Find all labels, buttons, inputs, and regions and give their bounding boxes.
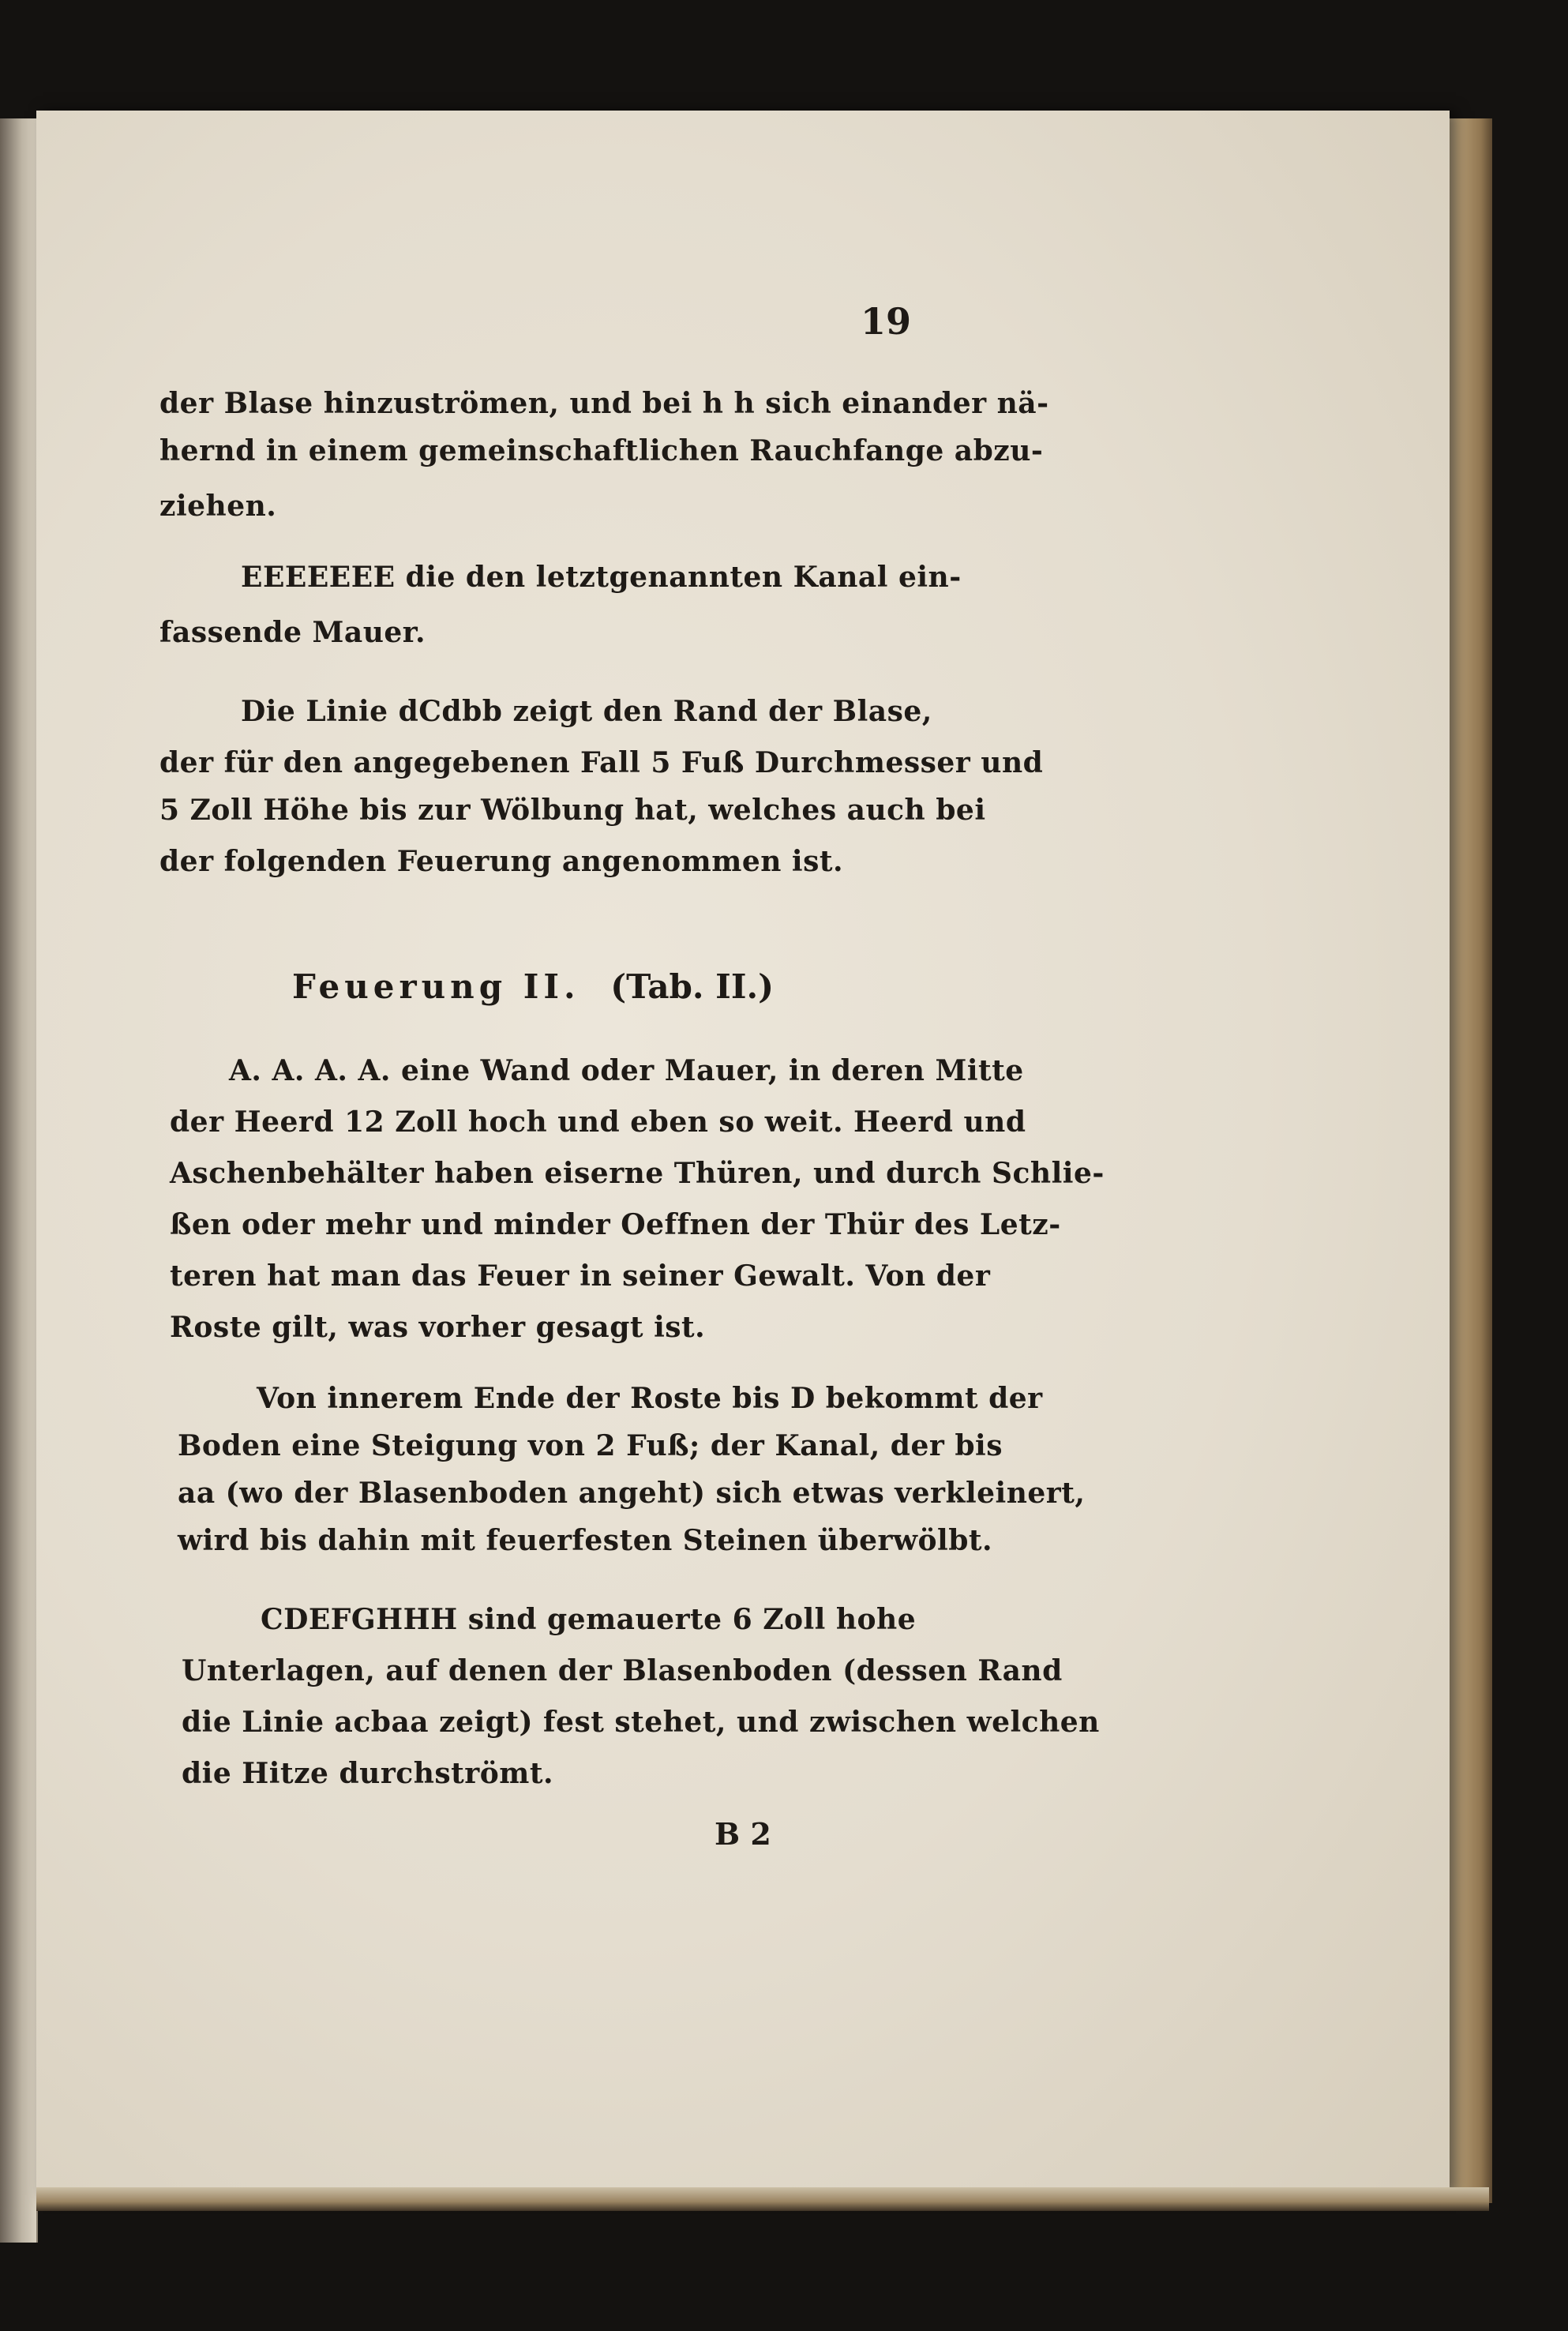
book-page bbox=[36, 111, 1450, 2195]
text-line: die Hitze durchströmt. bbox=[182, 1757, 554, 1790]
text-line: teren hat man das Feuer in seiner Gewalt. Von der bbox=[170, 1259, 991, 1293]
text-line: EEEEEEE die den letztgenannten Kanal ein- bbox=[241, 561, 962, 594]
text-line: Unterlagen, auf denen der Blasenboden (dessen Rand bbox=[182, 1654, 1063, 1687]
text-line: A. A. A. A. eine Wand oder Mauer, in deren Mitte bbox=[229, 1054, 1024, 1087]
page-number: 19 bbox=[861, 300, 912, 343]
page-bottom-edge bbox=[36, 2187, 1489, 2211]
text-line: hernd in einem gemeinschaftlichen Rauchfange abzu- bbox=[159, 434, 1044, 467]
heading-ref: (Tab. II.) bbox=[610, 967, 774, 1006]
text-line: Die Linie dCdbb zeigt den Rand der Blase, bbox=[241, 695, 932, 728]
section-heading bbox=[292, 967, 774, 1006]
text-line: Von innerem Ende der Roste bis D bekommt der bbox=[257, 1382, 1043, 1415]
text-line: wird bis dahin mit feuerfesten Steinen überwölbt. bbox=[178, 1524, 993, 1557]
text-line: ßen oder mehr und minder Oeffnen der Thür des Letz- bbox=[170, 1208, 1061, 1241]
text-line: Boden eine Steigung von 2 Fuß; der Kanal, der bis bbox=[178, 1429, 1003, 1462]
text-line: CDEFGHHH sind gemauerte 6 Zoll hohe bbox=[261, 1603, 917, 1636]
text-line: Roste gilt, was vorher gesagt ist. bbox=[170, 1311, 706, 1344]
text-line: der Blase hinzuströmen, und bei h h sich einander nä- bbox=[159, 387, 1049, 420]
catchword: B 2 bbox=[715, 1816, 771, 1852]
text-line: 5 Zoll Höhe bis zur Wölbung hat, welches auch bei bbox=[159, 794, 986, 827]
text-line: fassende Mauer. bbox=[159, 616, 426, 649]
left-page-edge bbox=[0, 118, 38, 2243]
text-line: Aschenbehälter haben eiserne Thüren, und durch Schlie- bbox=[170, 1157, 1105, 1190]
text-line: aa (wo der Blasenboden angeht) sich etwas verkleinert, bbox=[178, 1477, 1086, 1510]
text-line: ziehen. bbox=[159, 490, 277, 523]
text-line: der für den angegebenen Fall 5 Fuß Durchmesser und bbox=[159, 746, 1044, 779]
heading-title: Feuerung II. bbox=[292, 967, 580, 1006]
text-line: die Linie acbaa zeigt) fest stehet, und zwischen welchen bbox=[182, 1706, 1100, 1739]
text-line: der folgenden Feuerung angenommen ist. bbox=[159, 845, 844, 878]
text-line: der Heerd 12 Zoll hoch und eben so weit. Heerd und bbox=[170, 1105, 1026, 1139]
